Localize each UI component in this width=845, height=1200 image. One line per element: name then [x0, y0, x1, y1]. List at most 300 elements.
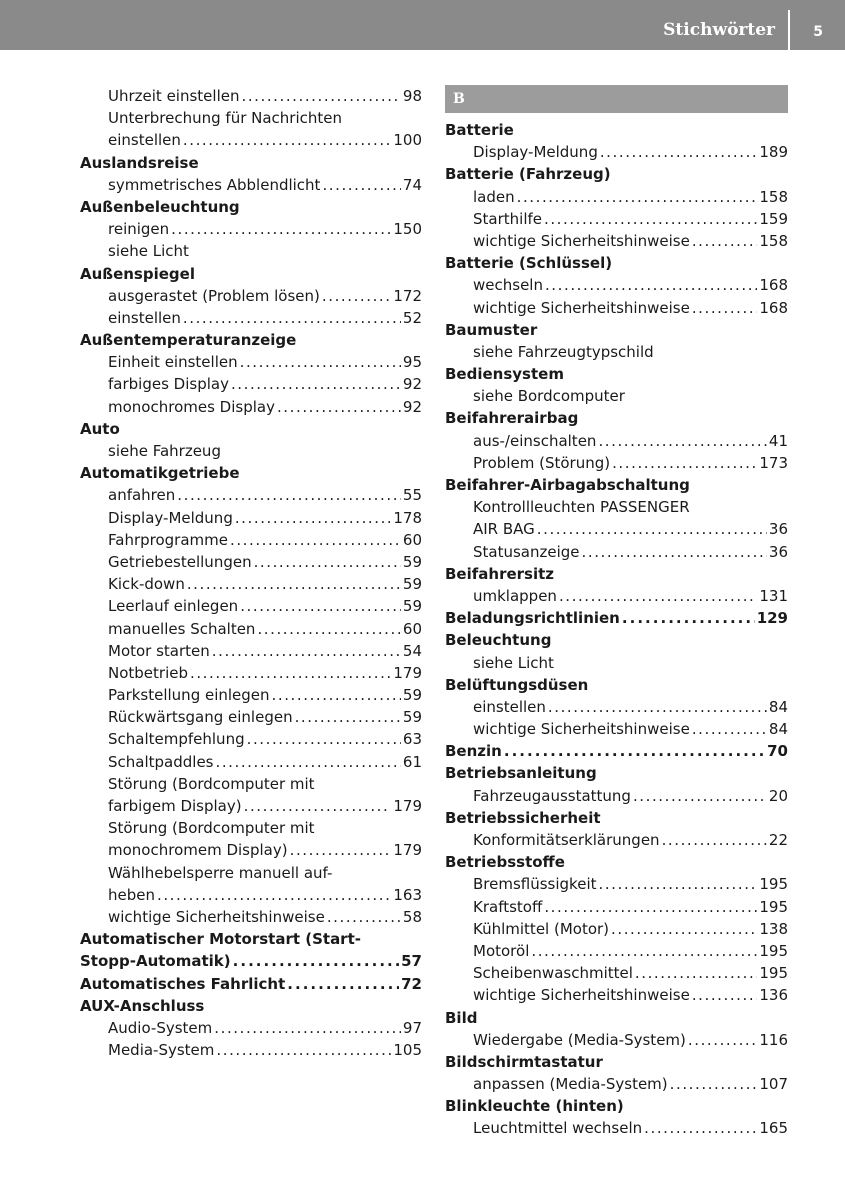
page-header	[0, 0, 845, 50]
page-reference: 189	[759, 143, 788, 162]
dot-leader	[692, 297, 758, 319]
index-subentry	[80, 795, 422, 817]
index-subentry	[445, 652, 788, 674]
entry-text: Beladungsrichtlinien	[445, 609, 620, 628]
index-heading	[445, 363, 788, 385]
entry-text: farbigem Display)	[108, 797, 242, 815]
index-subentry	[445, 829, 788, 851]
page-reference: 54	[402, 641, 422, 660]
page-reference: 57	[401, 952, 422, 971]
index-subentry	[80, 595, 422, 617]
page-reference: 58	[402, 907, 422, 926]
entry-text: Batterie (Schlüssel)	[445, 254, 613, 273]
entry-text: Störung (Bordcomputer mit	[108, 774, 315, 793]
entry-text: Statusanzeige	[473, 542, 580, 561]
entry-text: Motor starten	[108, 641, 210, 660]
entry-text: Bildschirmtastatur	[445, 1052, 603, 1071]
page-reference: 61	[402, 752, 422, 771]
dot-leader	[277, 396, 401, 418]
entry-text: siehe Fahrzeugtypschild	[473, 342, 654, 361]
index-subentry	[445, 1029, 788, 1051]
entry-text: manuelles Schalten	[108, 619, 256, 638]
index-subentry	[445, 1073, 788, 1095]
page-reference: 138	[759, 919, 788, 938]
entry-text: Starthilfe	[473, 209, 542, 228]
entry-text: siehe Fahrzeug	[108, 442, 221, 460]
dot-leader	[233, 950, 399, 972]
index-heading	[445, 119, 788, 141]
entry-text: Bediensystem	[445, 365, 564, 384]
index-heading	[80, 418, 422, 440]
page-reference: 179	[393, 841, 422, 860]
entry-text: Beifahrer-Airbagabschaltung	[445, 476, 690, 494]
entry-text: Getriebestellungen	[108, 552, 252, 571]
dot-leader	[582, 541, 767, 563]
entry-text: Automatischer Motorstart (Start-	[80, 930, 361, 949]
index-subentry	[80, 174, 422, 196]
index-subentry	[445, 962, 788, 984]
page-reference: 22	[768, 831, 788, 849]
index-subentry	[80, 751, 422, 773]
entry-text: wichtige Sicherheitshinweise	[473, 986, 690, 1005]
index-subentry	[445, 297, 788, 319]
dot-leader	[183, 129, 391, 151]
index-heading	[445, 474, 788, 496]
index-column-right	[445, 85, 788, 1140]
entry-text: Auto	[80, 419, 120, 438]
index-subentry	[445, 430, 788, 452]
entry-text: Wählhebelsperre manuell auf-	[108, 863, 333, 882]
entry-text: Einheit einstellen	[108, 353, 238, 372]
entry-text: Baumuster	[445, 320, 538, 339]
entry-text: Kontrollleuchten PASSENGER	[473, 498, 690, 517]
dot-leader	[517, 186, 758, 208]
entry-text: Betriebsstoffe	[445, 853, 565, 872]
index-subentry	[445, 208, 788, 230]
index-subentry	[80, 218, 422, 240]
entry-text: Beleuchtung	[445, 631, 552, 650]
index-subentry	[80, 529, 422, 551]
entry-text: symmetrisches Abblendlicht	[108, 175, 321, 194]
page-reference: 74	[402, 175, 422, 194]
entry-text: Automatisches Fahrlicht	[80, 974, 286, 993]
index-heading	[445, 740, 788, 762]
index-subentry	[80, 396, 422, 418]
index-subentry	[80, 240, 422, 262]
entry-text: wichtige Sicherheitshinweise	[473, 231, 690, 250]
index-heading	[80, 995, 422, 1017]
index-heading	[445, 563, 788, 585]
dot-leader	[531, 940, 757, 962]
dot-leader	[598, 430, 766, 452]
page-reference: 168	[759, 276, 788, 295]
page-reference: 92	[402, 397, 422, 416]
index-subentry	[445, 718, 788, 740]
index-subentry	[445, 341, 788, 363]
dot-leader	[692, 230, 758, 252]
index-subentry	[445, 918, 788, 940]
entry-text: Kick-down	[108, 575, 185, 594]
dot-leader	[240, 351, 401, 373]
entry-text: Betriebsanleitung	[445, 764, 597, 783]
dot-leader	[287, 973, 399, 995]
entry-text: Notbetrieb	[108, 663, 188, 682]
index-subentry	[80, 728, 422, 750]
entry-text: Schaltpaddles	[108, 752, 214, 771]
page-number: 5	[813, 24, 823, 40]
index-subentry	[445, 541, 788, 563]
entry-text: Batterie (Fahrzeug)	[445, 165, 611, 184]
index-subentry	[80, 351, 422, 373]
page-reference: 36	[768, 542, 788, 561]
index-subentry	[80, 839, 422, 861]
index-subentry	[445, 186, 788, 208]
entry-text: Batterie	[445, 121, 514, 139]
dot-leader	[644, 1117, 757, 1139]
dot-leader	[322, 285, 391, 307]
index-subentry	[80, 307, 422, 329]
page-reference: 59	[402, 686, 422, 705]
dot-leader	[244, 795, 392, 817]
dot-leader	[611, 918, 757, 940]
index-subentry	[445, 230, 788, 252]
page-reference: 158	[759, 231, 788, 250]
index-heading	[80, 462, 422, 484]
index-subentry	[80, 551, 422, 573]
dot-leader	[622, 607, 755, 629]
entry-text: Kühlmittel (Motor)	[473, 919, 610, 938]
index-subentry	[445, 785, 788, 807]
index-subentry	[445, 496, 788, 518]
entry-text: Display-Meldung	[108, 508, 233, 527]
index-subentry	[80, 573, 422, 595]
entry-text: Blinkleuchte (hinten)	[445, 1097, 624, 1116]
index-heading	[445, 1051, 788, 1073]
index-subentry	[80, 906, 422, 928]
dot-leader	[327, 906, 401, 928]
dot-leader	[235, 507, 392, 529]
page-reference: 150	[393, 220, 422, 239]
entry-text: anpassen (Media-System)	[473, 1075, 668, 1094]
page-reference: 195	[759, 941, 788, 960]
index-subentry	[80, 884, 422, 906]
index-heading	[445, 1095, 788, 1117]
index-heading	[80, 928, 422, 950]
entry-text: Bild	[445, 1008, 478, 1027]
page-reference: 195	[759, 875, 788, 894]
entry-text: Uhrzeit einstellen	[108, 87, 240, 105]
index-subentry	[80, 129, 422, 151]
page-reference: 195	[759, 964, 788, 983]
page-reference: 100	[393, 131, 422, 150]
dot-leader	[272, 684, 401, 706]
index-heading	[445, 851, 788, 873]
page-reference: 92	[402, 375, 422, 394]
index-subentry	[445, 896, 788, 918]
dot-leader	[633, 785, 767, 807]
entry-text: Stopp-Automatik)	[80, 952, 231, 971]
page-reference: 36	[768, 520, 788, 539]
index-heading	[80, 196, 422, 218]
entry-text: Leuchtmittel wechseln	[473, 1119, 643, 1138]
index-subentry	[445, 984, 788, 1006]
dot-leader	[612, 452, 757, 474]
entry-text: wechseln	[473, 276, 543, 295]
index-subentry	[80, 684, 422, 706]
page-reference: 97	[402, 1018, 422, 1037]
page-reference: 136	[759, 986, 788, 1005]
index-heading	[445, 1007, 788, 1029]
entry-text: anfahren	[108, 486, 176, 505]
page-reference: 59	[402, 552, 422, 571]
entry-text: siehe Licht	[108, 242, 189, 261]
dot-leader	[216, 1039, 391, 1061]
index-heading	[80, 152, 422, 174]
page-reference: 159	[759, 209, 788, 228]
entry-text: Konformitätserklärungen	[473, 831, 660, 849]
index-column-left	[80, 85, 422, 1061]
index-subentry	[445, 274, 788, 296]
index-heading	[445, 252, 788, 274]
entry-text: heben	[108, 885, 155, 904]
page-reference: 195	[759, 897, 788, 916]
page-reference: 20	[768, 786, 788, 805]
entry-text: Beifahrerairbag	[445, 409, 579, 428]
entry-text: aus-/einschalten	[473, 431, 597, 450]
page-reference: 60	[402, 619, 422, 638]
entry-text: Leerlauf einlegen	[108, 597, 239, 616]
dot-leader	[247, 728, 401, 750]
dot-leader	[692, 984, 758, 1006]
entry-text: wichtige Sicherheitshinweise	[473, 720, 690, 739]
index-heading	[445, 807, 788, 829]
index-heading	[445, 674, 788, 696]
index-heading	[445, 319, 788, 341]
page-reference: 60	[402, 530, 422, 549]
entry-text: Belüftungsdüsen	[445, 675, 589, 694]
entry-text: siehe Licht	[473, 653, 554, 672]
entry-text: Unterbrechung für Nachrichten	[108, 109, 343, 128]
dot-leader	[231, 373, 401, 395]
entry-text: monochromem Display)	[108, 841, 288, 860]
dot-leader	[187, 573, 401, 595]
dot-leader	[635, 962, 757, 984]
entry-text: Auslandsreise	[80, 153, 199, 172]
dot-leader	[177, 484, 401, 506]
dot-leader	[254, 551, 401, 573]
page-reference: 165	[759, 1119, 788, 1138]
dot-leader	[290, 839, 392, 861]
page-reference: 105	[393, 1041, 422, 1060]
index-heading	[445, 629, 788, 651]
entry-text: Rückwärtsgang einlegen	[108, 708, 293, 727]
entry-text: reinigen	[108, 220, 170, 239]
dot-leader	[670, 1073, 758, 1095]
index-subentry	[445, 518, 788, 540]
index-subentry	[80, 862, 422, 884]
page-reference: 173	[759, 453, 788, 472]
index-subentry	[445, 696, 788, 718]
dot-leader	[600, 141, 758, 163]
index-heading	[80, 973, 422, 995]
entry-text: Motoröl	[473, 941, 530, 960]
page-reference: 168	[759, 298, 788, 317]
dot-leader	[257, 618, 400, 640]
entry-text: Außenbeleuchtung	[80, 197, 240, 216]
entry-text: Betriebssicherheit	[445, 808, 601, 827]
dot-leader	[537, 518, 767, 540]
entry-text: Kraftstoff	[473, 897, 543, 916]
index-subentry	[80, 285, 422, 307]
index-subentry	[80, 373, 422, 395]
page-reference: 178	[393, 508, 422, 527]
index-subentry	[80, 662, 422, 684]
index-heading	[80, 329, 422, 351]
page-reference: 131	[759, 586, 788, 605]
page-reference: 107	[759, 1075, 788, 1094]
dot-leader	[692, 718, 767, 740]
entry-text: AUX-Anschluss	[80, 996, 205, 1015]
page-reference: 63	[402, 730, 422, 749]
index-subentry	[80, 507, 422, 529]
index-subentry	[80, 706, 422, 728]
page-reference: 98	[402, 87, 422, 105]
index-subentry	[80, 85, 422, 107]
index-entries-right	[445, 119, 788, 1140]
index-subentry	[80, 1039, 422, 1061]
page-reference: 179	[393, 663, 422, 682]
entry-text: ausgerastet (Problem lösen)	[108, 286, 320, 305]
page-reference: 158	[759, 187, 788, 206]
entry-text: Scheibenwaschmittel	[473, 964, 633, 983]
entry-text: Benzin	[445, 742, 502, 761]
entry-text: monochromes Display	[108, 397, 275, 416]
page-reference: 59	[402, 597, 422, 616]
dot-leader	[544, 208, 757, 230]
page-reference: 84	[768, 720, 788, 739]
page-reference: 72	[401, 974, 422, 993]
index-subentry	[80, 107, 422, 129]
index-heading	[80, 263, 422, 285]
index-subentry	[445, 452, 788, 474]
index-heading	[445, 607, 788, 629]
dot-leader	[183, 307, 401, 329]
page-reference: 116	[759, 1030, 788, 1049]
dot-leader	[157, 884, 391, 906]
entry-text: einstellen	[108, 308, 181, 327]
entry-text: wichtige Sicherheitshinweise	[108, 907, 325, 926]
entry-text: umklappen	[473, 586, 557, 605]
index-heading	[445, 762, 788, 784]
entry-text: Bremsflüssigkeit	[473, 875, 597, 894]
dot-leader	[322, 174, 400, 196]
entry-text: AIR BAG	[473, 520, 535, 539]
page-reference: 95	[402, 353, 422, 372]
entry-text: Automatikgetriebe	[80, 464, 240, 483]
entry-text: Fahrzeugausstattung	[473, 786, 631, 805]
entry-text: Display-Meldung	[473, 143, 598, 162]
index-heading	[445, 163, 788, 185]
page-reference: 55	[402, 486, 422, 505]
dot-leader	[548, 696, 767, 718]
page-reference: 41	[768, 431, 788, 450]
index-subentry	[80, 817, 422, 839]
entry-text: laden	[473, 187, 515, 206]
dot-leader	[662, 829, 767, 851]
entry-text: Außenspiegel	[80, 264, 195, 283]
dot-leader	[559, 585, 757, 607]
index-subentry	[445, 873, 788, 895]
index-heading	[445, 407, 788, 429]
index-subentry	[80, 1017, 422, 1039]
page-reference: 52	[402, 308, 422, 327]
entry-text: einstellen	[473, 697, 546, 716]
dot-leader	[295, 706, 401, 728]
page-reference: 129	[756, 609, 788, 628]
dot-leader	[212, 640, 401, 662]
page-title: Stichwörter	[663, 20, 775, 40]
dot-leader	[599, 873, 758, 895]
entry-text: Außentemperaturanzeige	[80, 331, 297, 350]
dot-leader	[545, 274, 757, 296]
entry-text: siehe Bordcomputer	[473, 387, 625, 406]
dot-leader	[504, 740, 765, 762]
index-subentry	[80, 618, 422, 640]
index-subentry	[445, 585, 788, 607]
entry-text: Media-System	[108, 1041, 215, 1060]
dot-leader	[230, 529, 401, 551]
entry-text: Störung (Bordcomputer mit	[108, 819, 315, 838]
entry-text: Parkstellung einlegen	[108, 686, 270, 705]
dot-leader	[214, 1017, 401, 1039]
index-subentry	[80, 484, 422, 506]
header-divider	[788, 10, 790, 50]
index-heading	[80, 950, 422, 972]
dot-leader	[241, 85, 400, 107]
page-reference: 179	[393, 797, 422, 815]
page-reference: 172	[393, 286, 422, 305]
entry-text: Schaltempfehlung	[108, 730, 245, 749]
index-subentry	[80, 440, 422, 462]
dot-leader	[240, 595, 401, 617]
entry-text: Beifahrersitz	[445, 564, 555, 583]
dot-leader	[215, 751, 400, 773]
page-reference: 163	[393, 885, 422, 904]
entry-text: Fahrprogramme	[108, 530, 228, 549]
entry-text: einstellen	[108, 131, 181, 150]
dot-leader	[688, 1029, 757, 1051]
index-subentry	[80, 773, 422, 795]
index-subentry	[445, 940, 788, 962]
dot-leader	[544, 896, 757, 918]
entry-text: Problem (Störung)	[473, 453, 611, 472]
index-subentry	[445, 141, 788, 163]
entry-text: wichtige Sicherheitshinweise	[473, 298, 690, 317]
entry-text: farbiges Display	[108, 375, 229, 394]
entry-text: Wiedergabe (Media-System)	[473, 1030, 686, 1049]
page-reference: 59	[402, 575, 422, 594]
page-reference: 59	[402, 708, 422, 727]
entry-text: Audio-System	[108, 1018, 213, 1037]
index-subentry	[445, 385, 788, 407]
dot-leader	[190, 662, 391, 684]
index-subentry	[80, 640, 422, 662]
page-reference: 70	[767, 742, 788, 761]
index-subentry	[445, 1117, 788, 1139]
section-letter-bar: B	[445, 85, 788, 113]
page-reference: 84	[768, 697, 788, 716]
dot-leader	[171, 218, 391, 240]
